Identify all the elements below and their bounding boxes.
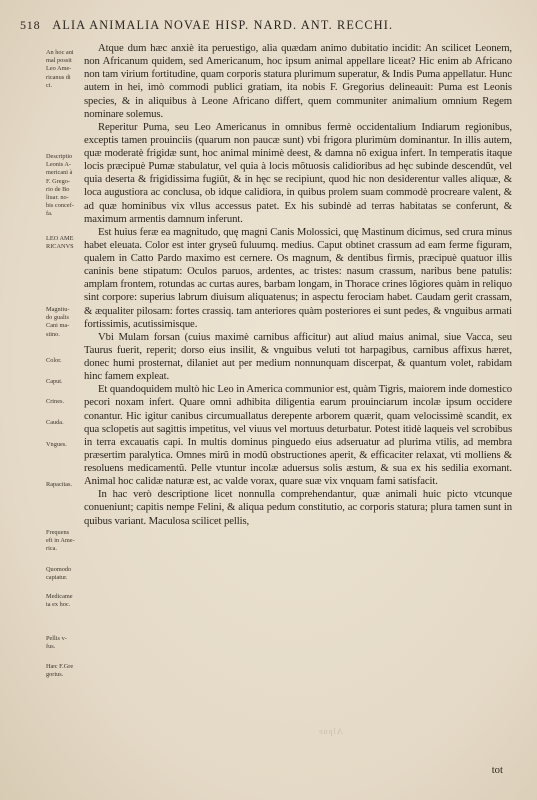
margin-note-quomodo: Quomodo capiatur. xyxy=(46,566,72,582)
paragraph: Et quandoquidem multò hic Leo in America communior est, quàm Tigris, maiorem inde domestico pecori noxam infert. Quare omni adhibita diligentia earum prouinciarum incolæ ipsum occidere conantur. Hic igitur canibus circumuallatus derepente arborem quærit, quam velocissimè scandit, ex qua sclopetis aut sagittis impetitus, vel viuus vel mortuus deturbatur. Potest itidè laqueis vel scrobibus in terra excauatis capi. In multis dominus pinguedo eius adseruatur ad plurima vtilis, ad membra præsertim paralytica. Omnes mirũ in modũ obstructiones aperit, & efficaciter relaxat, vti molliens & resoluens medicamentũ. Pelle vtuntur incolæ aduersus solis æstum, & sua ex his sedilia exornant. Animal hoc calidæ naturæ est, ac valde vorax, quare suæ vix vnquam fami satisfacit. xyxy=(84,383,512,488)
margin-note-crines: Crines. xyxy=(46,398,65,405)
page-number: 518 xyxy=(20,18,41,32)
margin-note-caput: Caput. xyxy=(46,378,63,385)
margin-note-cauda: Cauda. xyxy=(46,419,64,426)
margin-note-color: Color. xyxy=(46,357,62,364)
catchword: tot xyxy=(491,764,503,776)
margin-note-leo-label: LEO AME RICANVS xyxy=(46,235,74,251)
paragraph: Vbi Mulam forsan (cuius maximè carnibus afficitur) aut aliud maius animal, siue Vacca, seu Taurus fuerit, reperit; dorso eius insilit, & vnguibus veluti tot harpagibus, carnibus affixus hæret, donec humi prosternat, dilaniet aut per medium nonnunquam discerpat, & quantum volet, rabidam hinc famem expleat. xyxy=(84,330,512,383)
margin-note-descriptio: Descriptio Leonis A- mericani à F. Grego- rio de Bo liuar. no- bis concef- fa. xyxy=(46,153,74,218)
paragraph: Reperitur Puma, seu Leo Americanus in omnibus fermè occidentalium Indiarum regionibus, exceptis tamen prouinciis (quarum non paucæ sunt) vbi frigora plurimùm dominantur. In illis autem, quæ moderatè frigidæ sunt, hoc animal minimè deest, & damna nõ exigua infert. In temperatis itaque locis præcipuè Pumæ stabulatur, vel quia à locis mõtuosis calidioribus ad hęc subinde descendũt, vel quia deserta & frigidissima fugiũt, & in hęc se recipiunt, quod hic non desiderentur valles aliquæ, & loca augustiora ac conclusa, ob idque calidiora, in quibus prolem suam commodè procreare valent, & ad quæ hominibus vix vllus accessus patet. Ex his subindè ad terras habitatas se conferunt, & maximum armentis damnum inferunt. xyxy=(84,120,512,225)
margin-note-leo-americanus: An hoc ani mal possit Leo Ame- ricanus di ci. xyxy=(46,49,74,89)
main-text xyxy=(84,42,512,528)
bleed-through-text: Alpue xyxy=(318,727,343,736)
margin-note-magnitudo: Magnitu- do gualis Cani ma- stino. xyxy=(46,306,70,338)
paragraph: Est huius feræ ea magnitudo, quę magni Canis Molossici, quę Mastinum dicimus, sed crura minus habet eleuata. Color est inter gryseũ fuluumq. medius. Caput obtinet crassum ad eam ferme figuram, qualem in Catto Pardo maximo est cernere. Os magnum, & dentibus firmis, præcipuè quatuor illis caninis bene stipatum: Oculos paruos, ardentes, ac tristes: nasum crassum, naribus bene patulis: amplam frontem, rotundas ac curtas aures, barbam longam, in Thorace crines lõgiores quàm in reliquo sint corpore: superius labrum diuisum aliquatenus; in aspectu ferociam habet. Caudam gerit crassam, & æqualiter pilosam: fortes crassiq. tam anteriores quàm posteriores ei sunt pedes, & vnguibus armati fortissimis, acutissimisque. xyxy=(84,225,512,330)
paragraph: Atque dum hæc anxiè ita peruestigo, alia quædam animo dubitatio incidit: An scilicet Leonem, non Africanum quidem, sed Americanum, hoc ipsum animal appellare liceat? Hic enim ab Africano non tam virium fortitudine, quam corporis statura plurimum superatur, & Indis Puma appellatur. Hunc autem in hei, imò commodi publici gratiam, ita nobis F. Gregorius delineauit: Puma est Leonis species, & in aliquibus à Leone Africano differt, quem communiter animalium omnium Regem nominare solemus. xyxy=(84,42,512,120)
paragraph: In hac verò descriptione licet nonnulla comprehendantur, quæ animali huic picto vtcunque conueniunt; capitis nempe Felini, & aliqua pedum constitutio, ac corporis statura; plura tamen sunt in quibus variant. Maculosa scilicet pellis, xyxy=(84,488,512,527)
margin-note-medicamenta: Medicame ta ex hoc. xyxy=(46,593,73,609)
margin-note-vngues: Vngues. xyxy=(46,441,67,448)
margin-note-pellis: Pellis v- fus. xyxy=(46,635,67,651)
page-header xyxy=(20,18,519,33)
margin-note-haec: Hæc F.Gre gorius. xyxy=(46,663,74,679)
margin-notes xyxy=(46,0,86,800)
running-title: ALIA ANIMALIA NOVAE HISP. NARD. ANT. RECCHI. xyxy=(52,18,394,32)
margin-note-rapacitas: Rapacitas. xyxy=(46,481,73,488)
margin-note-frequens: Frequens eft in Ame- rica. xyxy=(46,529,75,553)
